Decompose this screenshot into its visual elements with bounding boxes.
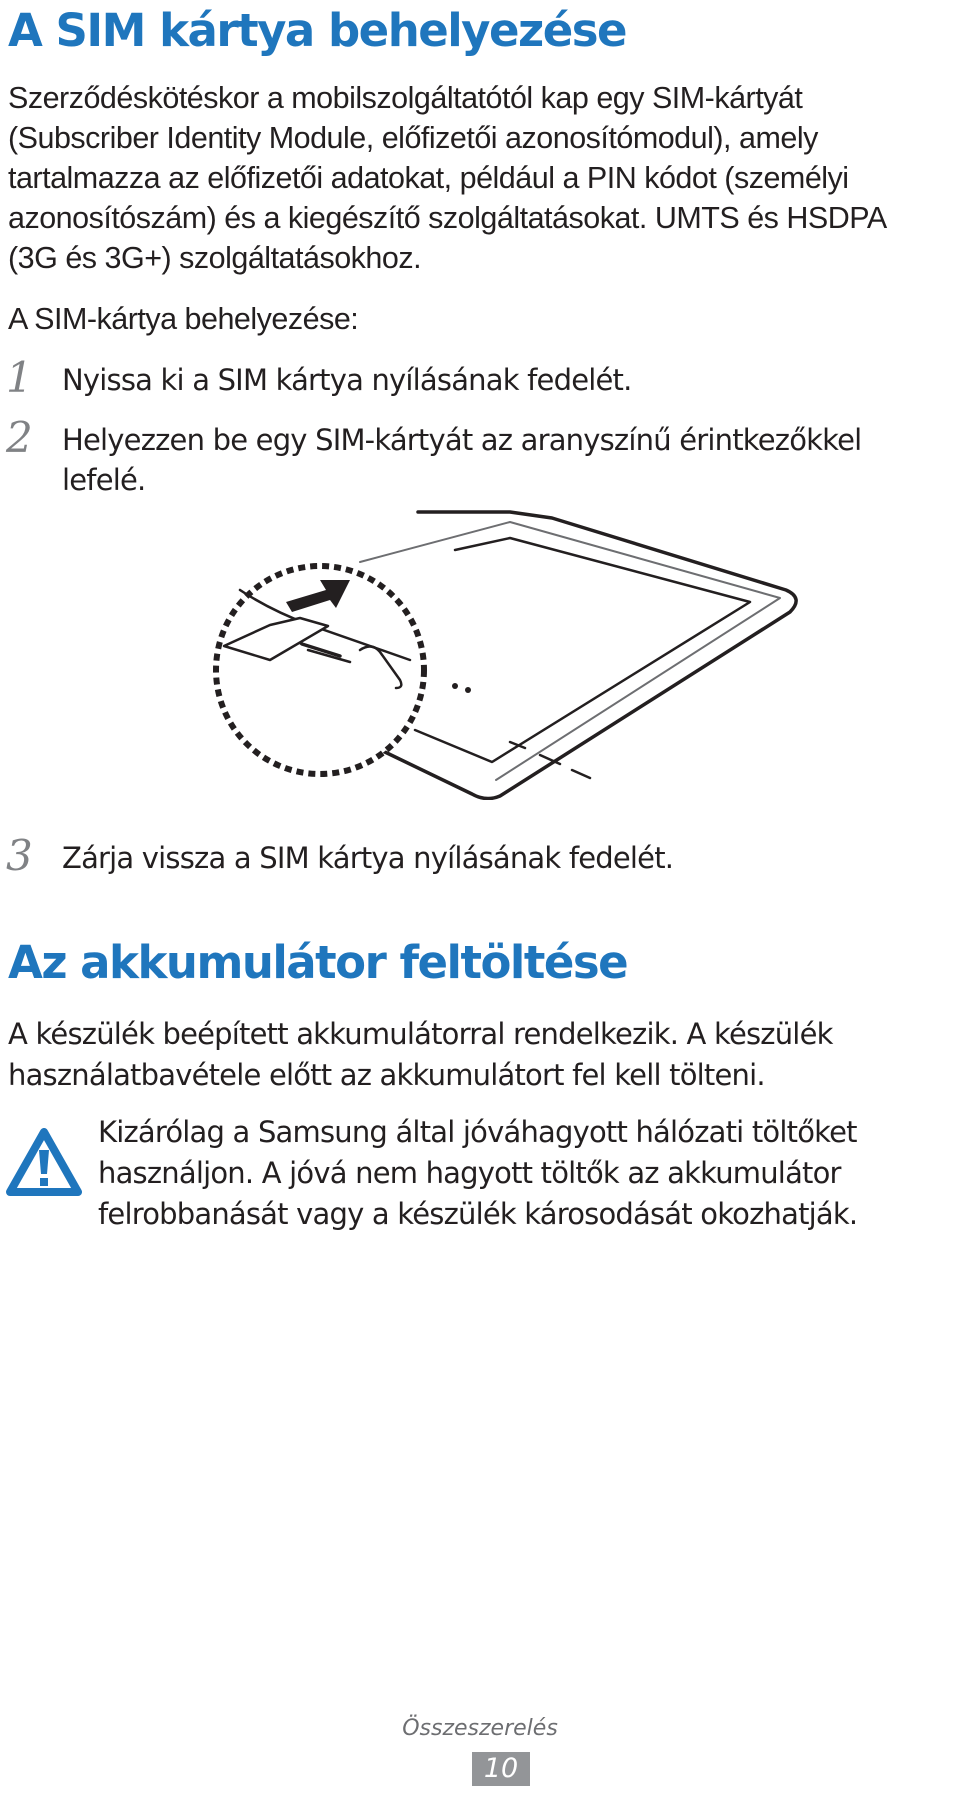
step-line: Zárja vissza a SIM kártya nyílásának fedelét. (62, 841, 674, 875)
warning-line: használjon. A jóvá nem hagyott töltők az akkumulátor (98, 1156, 841, 1190)
footer-section-name: Összeszerelés (402, 1716, 558, 1741)
section-title-battery: Az akkumulátor feltöltése (8, 936, 628, 989)
body-line: használatbavétele előtt az akkumulátort fel kell tölteni. (8, 1058, 765, 1092)
sim-intro-paragraph (8, 78, 887, 278)
step-line: Nyissa ki a SIM kártya nyílásának fedelét. (62, 363, 632, 397)
step-number: 1 (6, 353, 33, 402)
intro-line: (Subscriber Identity Module, előfizetői azonosítómodul), amely (8, 121, 818, 155)
warning-text (98, 1112, 948, 1235)
intro-line: Szerződéskötéskor a mobilszolgáltatótól kap egy SIM-kártyát (8, 81, 803, 115)
section-title-sim: A SIM kártya behelyezése (8, 4, 627, 57)
warning-triangle-icon (6, 1128, 82, 1198)
step-text (62, 838, 942, 878)
step-number: 2 (6, 413, 33, 462)
battery-paragraph (8, 1014, 953, 1096)
page-number: 10 (472, 1752, 530, 1786)
step-text (62, 420, 942, 500)
warning-line: felrobbanását vagy a készülék károsodását okozhatják. (98, 1197, 858, 1231)
intro-line: tartalmazza az előfizetői adatokat, például a PIN kódot (személyi (8, 161, 849, 195)
sim-lead-text: A SIM-kártya behelyezése: (8, 302, 359, 336)
step-text (62, 360, 942, 400)
intro-line: (3G és 3G+) szolgáltatásokhoz. (8, 241, 422, 275)
step-line: Helyezzen be egy SIM-kártyát az aranyszínű érintkezőkkel (62, 423, 862, 457)
body-line: A készülék beépített akkumulátorral rendelkezik. A készülék (8, 1017, 833, 1051)
warning-line: Kizárólag a Samsung által jóváhagyott hálózati töltőket (98, 1115, 857, 1149)
step-line: lefelé. (62, 463, 146, 497)
step-number: 3 (6, 831, 33, 880)
intro-line: azonosítószám) és a kiegészítő szolgáltatásokat. UMTS és HSDPA (8, 201, 887, 235)
sim-insertion-illustration (210, 510, 820, 800)
